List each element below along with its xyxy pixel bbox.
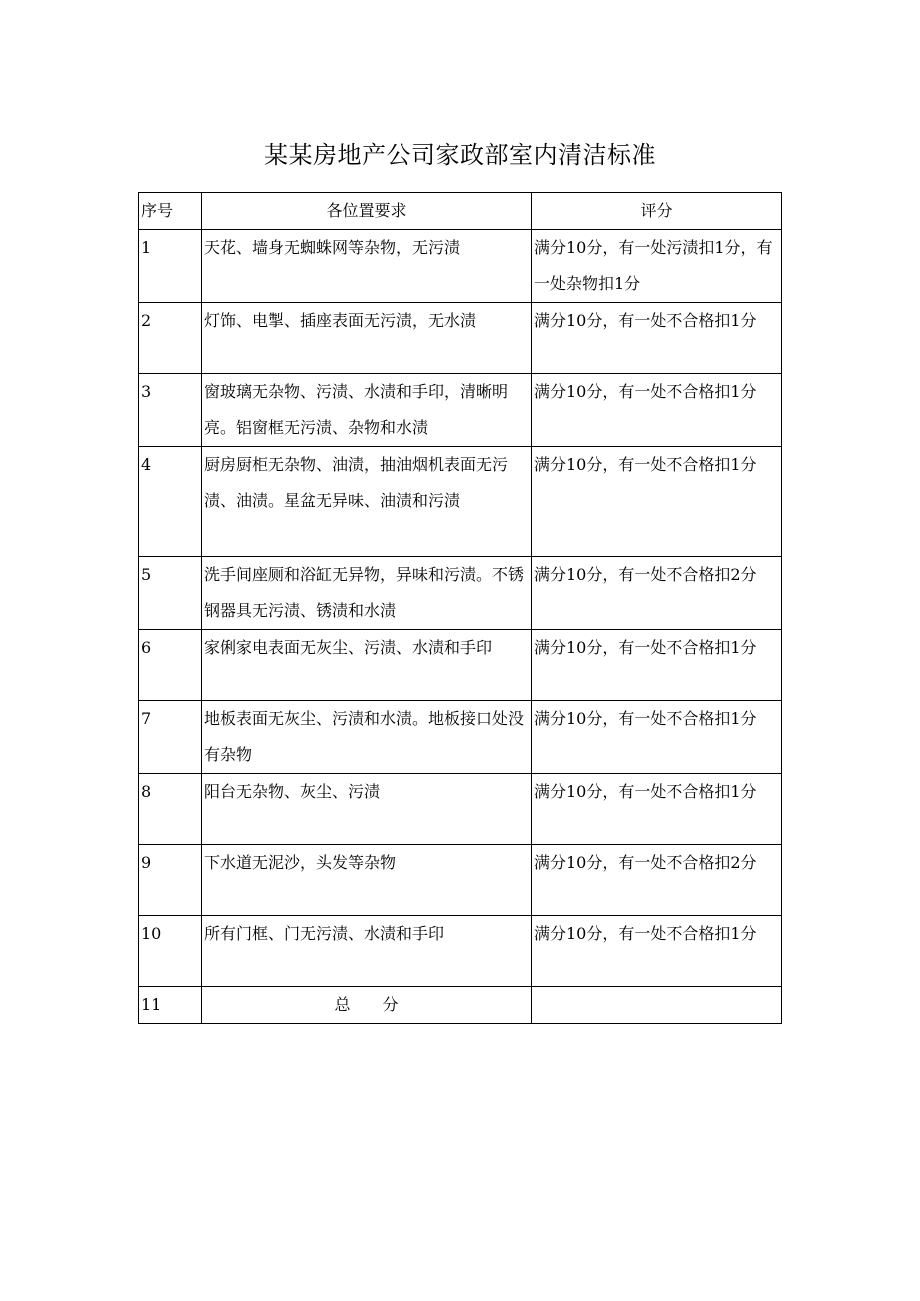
row-requirement: 下水道无泥沙，头发等杂物 (202, 845, 532, 916)
row-score: 满分10分，有一处不合格扣1分 (532, 447, 782, 557)
row-requirement: 天花、墙身无蜘蛛网等杂物，无污渍 (202, 230, 532, 303)
row-requirement: 家俐家电表面无灰尘、污渍、水渍和手印 (202, 630, 532, 701)
row-score: 满分10分，有一处不合格扣1分 (532, 774, 782, 845)
table-row (139, 701, 782, 774)
row-no: 9 (139, 845, 202, 916)
row-requirement: 厨房厨柜无杂物、油渍，抽油烟机表面无污渍、油渍。星盆无异味、油渍和污渍 (202, 447, 532, 557)
table-row (139, 630, 782, 701)
row-score: 满分10分，有一处不合格扣2分 (532, 845, 782, 916)
row-no: 4 (139, 447, 202, 557)
header-score: 评分 (532, 193, 782, 230)
row-no: 2 (139, 303, 202, 374)
total-no: 11 (139, 987, 202, 1024)
row-requirement: 洗手间座厕和浴缸无异物，异味和污渍。不锈钢器具无污渍、锈渍和水渍 (202, 557, 532, 630)
total-row (139, 987, 782, 1024)
page-title: 某某房地产公司家政部室内清洁标准 (264, 141, 656, 169)
row-requirement: 窗玻璃无杂物、污渍、水渍和手印，清晰明亮。铝窗框无污渍、杂物和水渍 (202, 374, 532, 447)
row-no: 1 (139, 230, 202, 303)
row-no: 7 (139, 701, 202, 774)
header-requirement: 各位置要求 (202, 193, 532, 230)
table-row (139, 374, 782, 447)
table-row (139, 845, 782, 916)
row-no: 5 (139, 557, 202, 630)
row-requirement: 阳台无杂物、灰尘、污渍 (202, 774, 532, 845)
row-score: 满分10分，有一处不合格扣1分 (532, 916, 782, 987)
row-requirement: 所有门框、门无污渍、水渍和手印 (202, 916, 532, 987)
header-no: 序号 (139, 193, 202, 230)
table-row (139, 557, 782, 630)
total-score (532, 987, 782, 1024)
row-score: 满分10分，有一处不合格扣1分 (532, 630, 782, 701)
table-row (139, 916, 782, 987)
row-score: 满分10分，有一处污渍扣1分，有一处杂物扣1分 (532, 230, 782, 303)
table-row (139, 230, 782, 303)
row-requirement: 灯饰、电掣、插座表面无污渍，无水渍 (202, 303, 532, 374)
table-row (139, 447, 782, 557)
row-score: 满分10分，有一处不合格扣1分 (532, 374, 782, 447)
cleaning-standard-table (138, 192, 782, 1024)
table-row (139, 303, 782, 374)
row-score: 满分10分，有一处不合格扣1分 (532, 701, 782, 774)
row-no: 8 (139, 774, 202, 845)
row-score: 满分10分，有一处不合格扣2分 (532, 557, 782, 630)
row-requirement: 地板表面无灰尘、污渍和水渍。地板接口处没有杂物 (202, 701, 532, 774)
row-no: 6 (139, 630, 202, 701)
table-header-row (139, 193, 782, 230)
row-no: 3 (139, 374, 202, 447)
total-label: 总 分 (202, 987, 532, 1024)
row-score: 满分10分，有一处不合格扣1分 (532, 303, 782, 374)
row-no: 10 (139, 916, 202, 987)
table-row (139, 774, 782, 845)
